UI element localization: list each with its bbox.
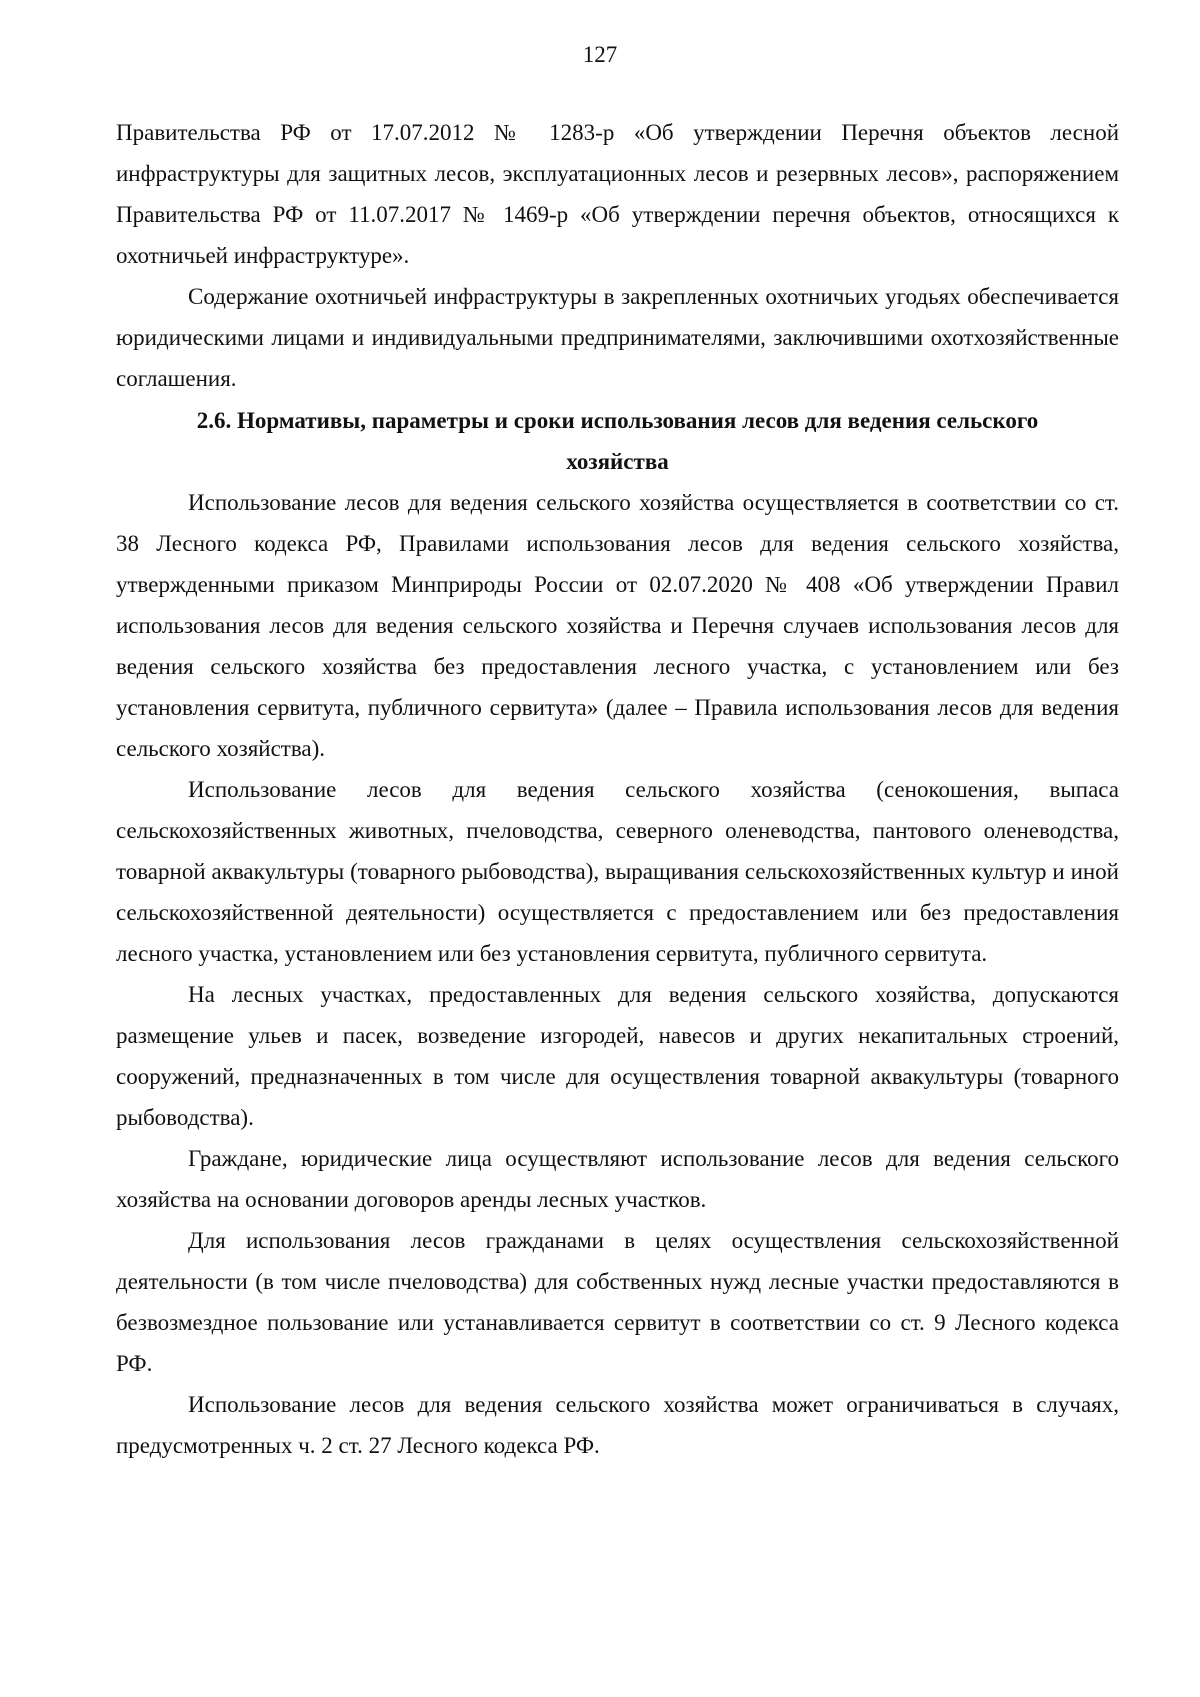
- paragraph-restrictions: Использование лесов для ведения сельского хозяйства может ограничиваться в случаях, предусмотренных ч. 2 ст. 27 Лесного кодекса РФ.: [116, 1392, 1119, 1458]
- paragraph-hunting-infrastructure: Содержание охотничьей инфраструктуры в закрепленных охотничьих угодьях обеспечивается юридическими лицами и индивидуальными предпринимателями, заключившими охотхозяйственные соглашения.: [116, 284, 1119, 391]
- section-heading: 2.6. Нормативы, параметры и сроки использования лесов для ведения сельского хозяйства: [196, 408, 1039, 474]
- paragraph-lease-agreements: Граждане, юридические лица осуществляют использование лесов для ведения сельского хозяйства на основании договоров аренды лесных участков.: [116, 1146, 1119, 1212]
- paragraph-agriculture-legal-basis: Использование лесов для ведения сельского хозяйства осуществляется в соответствии со ст. 38 Лесного кодекса РФ, Правилами использования лесов для ведения сельского хозяйства, утвержденными приказом Минприроды России от 02.07.2020 № 408 «Об утверждении Правил использования лесов для ведения сельского хозяйства и Перечня случаев использования лесов для ведения сельского хозяйства без предоставления лесного участка, с установлением или без установления сервитута, публичного сервитута» (далее – Правила использования лесов для ведения сельского хозяйства).: [116, 490, 1119, 761]
- paragraph-citizens-free-use: Для использования лесов гражданами в целях осуществления сельскохозяйственной деятельности (в том числе пчеловодства) для собственных нужд лесные участки предоставляются в безвозмездное пользование или устанавливается сервитут в соответствии со ст. 9 Лесного кодекса РФ.: [116, 1228, 1119, 1376]
- page-number: 127: [582, 42, 618, 67]
- document-body: [116, 112, 1119, 1466]
- paragraph-agriculture-types: Использование лесов для ведения сельского хозяйства (сенокошения, выпаса сельскохозяйственных животных, пчеловодства, северного оленеводства, пантового оленеводства, товарной аквакультуры (товарного рыбоводства), выращивания сельскохозяйственных культур и иной сельскохозяйственной деятельности) осуществляется с предоставлением или без предоставления лесного участка, установлением или без установления сервитута, публичного сервитута.: [116, 777, 1119, 966]
- paragraph-continuation: Правительства РФ от 17.07.2012 № 1283-р «Об утверждении Перечня объектов лесной инфраструктуры для защитных лесов, эксплуатационных лесов и резервных лесов», распоряжением Правительства РФ от 11.07.2017 № 1469-р «Об утверждении перечня объектов, относящихся к охотничьей инфраструктуре».: [116, 120, 1119, 268]
- paragraph-allowed-structures: На лесных участках, предоставленных для ведения сельского хозяйства, допускаются размещение ульев и пасек, возведение изгородей, навесов и других некапитальных строений, сооружений, предназначенных в том числе для осуществления товарной аквакультуры (товарного рыбоводства).: [116, 982, 1119, 1130]
